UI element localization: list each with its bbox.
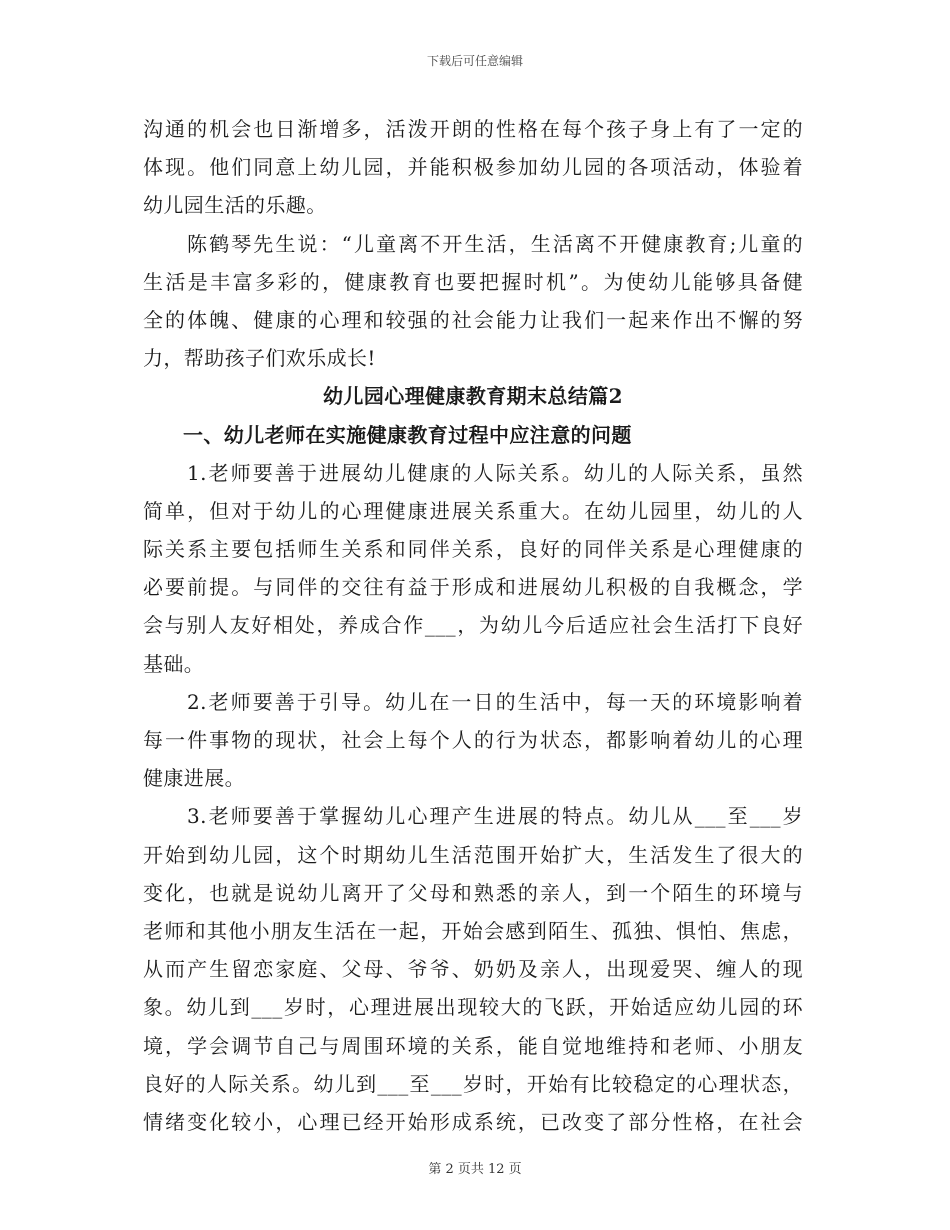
paragraph-first-line: 陈鹤琴先生说：“儿童离不开生活，生活离不开健康教育;儿童的 (187, 231, 803, 256)
paragraph-line: 从而产生留恋家庭、父母、爷爷、奶奶及亲人，出现爱哭、缠人的现 (143, 957, 803, 982)
paragraph-line: 境，学会调节自己与周围环境的关系，能自觉地维持和老师、小朋友 (143, 1033, 803, 1058)
paragraph-line: 全的体魄、健康的心理和较强的社会能力让我们一起来作出不懈的努 (143, 307, 803, 332)
paragraph-line: 开始到幼儿园，这个时期幼儿生活范围开始扩大，生活发生了很大的 (143, 842, 803, 867)
paragraph-line: 象。幼儿到___岁时，心理进展出现较大的飞跃，开始适应幼儿园的环 (143, 995, 803, 1020)
paragraph-line: 良好的人际关系。幼儿到___至___岁时，开始有比较稳定的心理状态， (143, 1071, 803, 1096)
page-footer: 第 2 页共 12 页 (428, 1162, 522, 1177)
section-title: 幼儿园心理健康教育期末总结篇2 (323, 384, 623, 409)
paragraph-line: 会与别人友好相处，养成合作___，为幼儿今后适应社会生活打下良好 (143, 613, 803, 638)
paragraph-last-line: 基础。 (143, 651, 205, 676)
paragraph-line: 每一件事物的现状，社会上每个人的行为状态，都影响着幼儿的心理 (143, 728, 803, 752)
paragraph-last-line: 幼儿园生活的乐趣。 (143, 193, 327, 218)
paragraph-line: 变化，也就是说幼儿离开了父母和熟悉的亲人，到一个陌生的环境与 (143, 880, 803, 905)
paragraph-line: 简单，但对于幼儿的心理健康进展关系重大。在幼儿园里，幼儿的人 (143, 498, 803, 523)
paragraph-first-line: 1.老师要善于进展幼儿健康的人际关系。幼儿的人际关系，虽然 (187, 460, 803, 485)
document-body (143, 110, 803, 1141)
paragraph-first-line: 2.老师要善于引导。幼儿在一日的生活中，每一天的环境影响着 (187, 689, 803, 714)
page-header: 下载后可任意编辑 (426, 54, 523, 68)
paragraph-line: 生活是丰富多彩的，健康教育也要把握时机”。为使幼儿能够具备健 (143, 269, 803, 294)
paragraph-last-line: 力，帮助孩子们欢乐成长! (143, 346, 376, 371)
paragraph-last-line: 健康进展。 (143, 766, 245, 791)
paragraph-line: 体现。他们同意上幼儿园，并能积极参加幼儿园的各项活动，体验着 (143, 155, 803, 180)
paragraph-first-line: 3.老师要善于掌握幼儿心理产生进展的特点。幼儿从___至___岁 (187, 804, 803, 829)
paragraph-line: 必要前提。与同伴的交往有益于形成和进展幼儿积极的自我概念，学 (143, 575, 803, 600)
paragraph-line: 沟通的机会也日渐增多，活泼开朗的性格在每个孩子身上有了一定的 (143, 117, 803, 141)
paragraph-line: 际关系主要包括师生关系和同伴关系，良好的同伴关系是心理健康的 (143, 537, 803, 562)
section-subtitle: 一、幼儿老师在实施健康教育过程中应注意的问题 (183, 422, 632, 447)
paragraph-line: 老师和其他小朋友生活在一起，开始会感到陌生、孤独、惧怕、焦虑， (143, 918, 803, 943)
paragraph-line: 情绪变化较小，心理已经开始形成系统，已改变了部分性格，在社会 (143, 1109, 803, 1134)
